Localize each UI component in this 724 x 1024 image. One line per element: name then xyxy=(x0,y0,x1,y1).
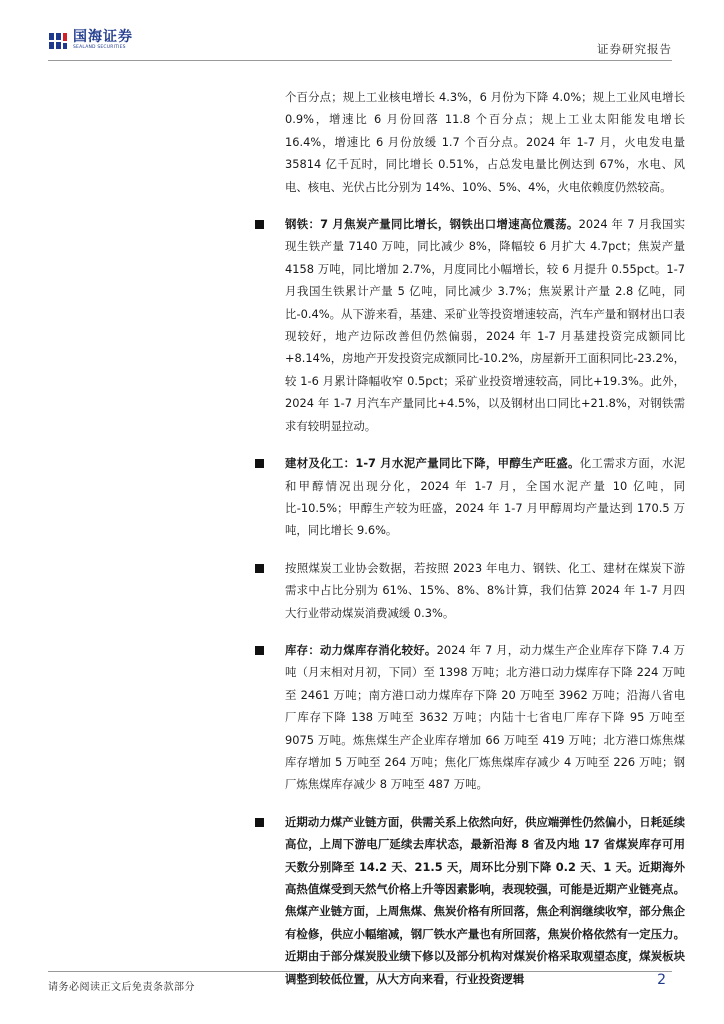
paragraph-text: 2024 年 7 月，动力煤生产企业库存下降 7.4 万吨（月末相对月初，下同）至 1398 万吨；北方港口动力煤库存下降 224 万吨至 2461 万吨；南方港口动力煤库存下降 20 万吨至 3962 万吨；沿海八省电厂库存下降 138 万吨至 3632 万吨；内陆十七省电厂库存下降 95 万吨至 9075 万吨。炼焦煤生产企业库存增加 66 万吨至 419 万吨；北方港口炼焦煤库存增加 5 万吨至 264 万吨；焦化厂炼焦煤库存减少 4 万吨至 226 万吨；钢厂炼焦煤库存减少 8 万吨至 487 万吨。 xyxy=(285,642,685,792)
bullet-icon xyxy=(255,459,264,468)
paragraph-text: 2024 年 7 月我国实现生铁产量 7140 万吨，同比减少 8%，降幅较 6 月扩大 4.7pct；焦炭产量 4158 万吨，同比增加 2.7%，月度同比小幅增长，较 6 月提升 0.55pct。1-7 月我国生铁累计产量 5 亿吨，同比减少 3.7%；焦炭累计产量 2.8 亿吨，同比-0.4%。从下游来看，基建、采矿业等投资增速较高，汽车产量和钢材出口表现较好，地产边际改善但仍然偏弱，2024 年 1-7 月基建投资完成额同比+8.14%，房地产开发投资完成额同比-10.2%，房屋新开工面积同比-23.2%，较 1-6 月累计降幅收窄 0.5pct；采矿业投资增速较高，同比+19.3%。此外，2024 年 1-7 月汽车产量同比+4.5%，以及钢材出口同比+21.8%，对钢铁需求有较明显拉动。 xyxy=(285,217,685,433)
paragraph-steel xyxy=(285,213,685,437)
paragraph-building-chemical xyxy=(285,452,685,542)
paragraph-inventory xyxy=(285,639,685,796)
page-number: 2 xyxy=(657,972,666,988)
paragraph-heading: 库存：动力煤库存消化较好。 xyxy=(285,642,437,657)
paragraph-text: 近期动力煤产业链方面，供需关系上依然向好，供应端弹性仍然偏小，日耗延续高位，上周下游电厂延续去库状态，最新沿海 8 省及内地 17 省煤炭库存可用天数分别降至 14.2 天、21.5 天，周环比分别下降 0.2 天、1 天。近期海外高热值煤受到天然气价格上升等因素影响，表现较强，可能是近期产业链亮点。焦煤产业链方面，上周焦煤、焦炭价格有所回落，焦企利润继续收窄，部分焦企有检修，供应小幅缩减，钢厂铁水产量也有所回落，焦炭价格依然有一定压力。近期由于部分煤炭股业绩下修以及部分机构对煤炭价格采取观望态度，煤炭板块调整到较低位置，从大方向来看，行业投资逻辑 xyxy=(285,814,685,986)
paragraph-consumption-estimate xyxy=(285,557,685,624)
logo-mark-icon xyxy=(48,31,68,51)
paragraph-heading: 钢铁：7 月焦炭产量同比增长，钢铁出口增速高位震荡。 xyxy=(285,217,579,232)
logo-name-cn: 国海证券 xyxy=(73,29,133,45)
logo-name-en: SEALAND SECURITIES xyxy=(73,45,126,50)
header-divider xyxy=(48,60,672,61)
report-type-label: 证券研究报告 xyxy=(597,42,672,56)
bullet-icon xyxy=(255,220,264,229)
footer-divider xyxy=(48,971,672,972)
paragraph-power-generation: 个百分点；规上工业核电增长 4.3%，6 月份为下降 4.0%；规上工业风电增长 0.9%，增速比 6 月份回落 11.8 个百分点；规上工业太阳能发电增长 16.4%，增速比 6 月份放缓 1.7 个百分点。2024 年 1-7 月，火电发电量 35814 亿千瓦时，同比增长 0.51%，占总发电量比例达到 67%，水电、风电、核电、光伏占比分别为 14%、10%、5%、4%，火电依赖度仍然较高。 xyxy=(285,90,685,194)
disclaimer-text: 请务必阅读正文后免责条款部分 xyxy=(48,982,195,993)
page-header xyxy=(0,0,724,62)
paragraph-outlook xyxy=(285,811,685,990)
paragraph-text: 化工需求方面，水泥和甲醇情况出现分化，2024 年 1-7 月，全国水泥产量 10 亿吨，同比-10.5%；甲醇生产较为旺盛，2024 年 1-7 月甲醇周均产量达到 170.5 万吨，同比增长 9.6%。 xyxy=(285,456,685,538)
paragraph-heading: 建材及化工：1-7 月水泥产量同比下降，甲醇生产旺盛。 xyxy=(285,456,580,471)
report-body xyxy=(285,86,685,990)
paragraph-text: 按照煤炭工业协会数据，若按照 2023 年电力、钢铁、化工、建材在煤炭下游需求中占比分别为 61%、15%、8%、8%计算，我们估算 2024 年 1-7 月四大行业带动煤炭消费减缓 0.3%。 xyxy=(285,560,685,620)
bullet-icon xyxy=(255,564,264,573)
bullet-icon xyxy=(255,818,264,827)
bullet-icon xyxy=(255,646,264,655)
company-logo xyxy=(48,30,133,51)
